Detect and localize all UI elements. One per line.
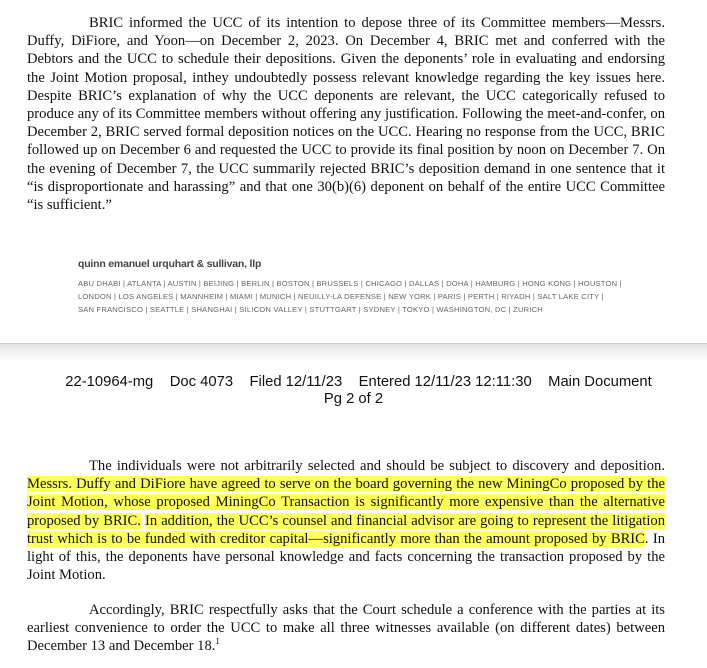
page-separator (0, 343, 707, 360)
firm-name: quinn emanuel urquhart & sullivan, llp (78, 258, 262, 270)
letterhead-footer (78, 258, 678, 316)
docket-header (0, 374, 707, 408)
text-run: . In light of this, the deponents have personal knowledge and facts concerning the transaction proposed by the Joint Motion. (27, 530, 665, 584)
office-list (78, 277, 678, 316)
highlighted-text: Messrs. Duffy and DiFiore have agreed to serve on the board governing the new MiningCo proposed by the Joint Motion, whose proposed MiningCo Transaction is significantly more expensive than the alternative proposed by BRIC. (27, 476, 665, 529)
text-run: The individuals were not arbitrarily selected and should be subject to discovery and deposition. (89, 458, 665, 474)
page1-paragraph: BRIC informed the UCC of its intention to depose three of its Committee members—Messrs. Duffy, DiFiore, and Yoon—on December 2, 2023. On December 4, BRIC met and conferred with the Debtors and the UCC to schedule their depositions. Given the deponents’ role in evaluating and endorsing the Joint Motion proposal, inthey undoubtedly possess relevant knowledge regarding the key issues here. Despite BRIC’s explanation of why the UCC deponents are relevant, the UCC categorically refused to produce any of its Committee members without offering any justification. Following the meet-and-confer, on December 2, BRIC served formal deposition notices on the UCC. Hearing no response from the UCC, BRIC followed up on December 6 and requested the UCC to provide its final position by noon on December 7. On the evening of December 7, the UCC summarily rejected BRIC’s deposition demand in one sentence that it “is disproportionate and harassing” and that one 30(b)(6) deponent on behalf of the entire UCC Committee “is sufficient.” (27, 15, 665, 214)
text-run: Accordingly, BRIC respectfully asks that the Court schedule a conference with the parties at its earliest convenience to order the UCC to make all three witnesses available (on different dates) between December 13 and December 18. (27, 602, 665, 655)
docket-header-line: 22-10964-mg Doc 4073 Filed 12/11/23 Entered 12/11/23 12:11:30 Main Document (65, 374, 652, 390)
office-line: ABU DHABI | ATLANTA | AUSTIN | BEIJING | BERLIN | BOSTON | BRUSSELS | CHICAGO | DALLAS | DOHA | HAMBURG | HONG KONG | HOUSTON | (78, 279, 622, 288)
footnote-ref[interactable]: 1 (215, 636, 220, 647)
page2-paragraph-1 (27, 457, 665, 584)
office-line: LONDON | LOS ANGELES | MANNHEIM | MIAMI | MUNICH | NEUILLY-LA DEFENSE | NEW YORK | PARIS | PERTH | RIYADH | SALT LAKE CITY | (78, 292, 604, 301)
office-line: SAN FRANCISCO | SEATTLE | SHANGHAI | SILICON VALLEY | STUTTGART | SYDNEY | TOKYO | WASHINGTON, DC | ZURICH (78, 305, 543, 314)
page2-paragraph-2 (27, 601, 665, 656)
highlighted-text: In addition, the UCC’s counsel and financial advisor are going to represent the litigation trust which is to be funded with creditor capital—significantly more than the amount proposed by BRIC (27, 512, 665, 547)
page-number: Pg 2 of 2 (323, 391, 384, 407)
